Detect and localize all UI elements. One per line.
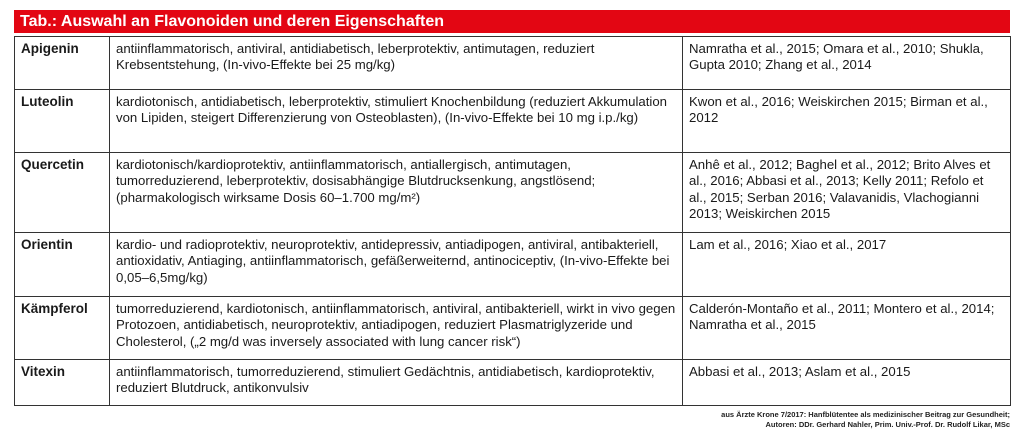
flavonoid-references: Calderón-Montaño et al., 2011; Montero et al., 2014; Namratha et al., 2015 bbox=[683, 297, 1011, 360]
table-row bbox=[15, 37, 1011, 90]
flavonoid-table bbox=[14, 36, 1011, 406]
flavonoid-properties: antiinflammatorisch, antiviral, antidiabetisch, leberprotektiv, antimutagen, reduziert Krebsentstehung, (In-vivo-Effekte bei 25 mg/kg) bbox=[110, 37, 683, 90]
table-title: Tab.: Auswahl an Flavonoiden und deren Eigenschaften bbox=[14, 10, 1010, 33]
table-row bbox=[15, 297, 1011, 360]
table-row bbox=[15, 90, 1011, 153]
flavonoid-properties: tumorreduzierend, kardiotonisch, antiinflammatorisch, antiviral, antibakteriell, wirkt in vivo gegen Protozoen, antidiabetisch, neuroprotektiv, antiadipogen, reduziert Plasmatriglyzeride und Cholesterol, („2 mg/d was inversely associated with lung cancer risk“) bbox=[110, 297, 683, 360]
flavonoid-properties: kardio- und radioprotektiv, neuroprotektiv, antidepressiv, antiadipogen, antiviral, antibakteriell, antioxidativ, Antiaging, antiinflammatorisch, gefäßerweiternd, antinociceptiv, (In-vivo-Effekte bei 0,05–6,5mg/kg) bbox=[110, 233, 683, 297]
flavonoid-references: Lam et al., 2016; Xiao et al., 2017 bbox=[683, 233, 1011, 297]
source-line-publication: aus Ärzte Krone 7/2017: Hanfblütentee als medizinischer Beitrag zur Gesundheit; bbox=[721, 410, 1010, 419]
flavonoid-references: Anhê et al., 2012; Baghel et al., 2012; Brito Alves et al., 2016; Abbasi et al., 2013; Kelly 2011; Refolo et al., 2015; Serban 2016; Valavanidis, Vlachogianni 2013; Weiskirchen 2015 bbox=[683, 153, 1011, 233]
flavonoid-name: Vitexin bbox=[15, 360, 110, 406]
flavonoid-name: Orientin bbox=[15, 233, 110, 297]
flavonoid-name: Luteolin bbox=[15, 90, 110, 153]
source-credit bbox=[610, 410, 1010, 430]
flavonoid-properties: kardiotonisch, antidiabetisch, leberprotektiv, stimuliert Knochenbildung (reduziert Akkumulation von Lipiden, steigert Differenzierung von Osteoblasten), (In-vivo-Effekte bei 10 mg i.p./kg) bbox=[110, 90, 683, 153]
flavonoid-references: Kwon et al., 2016; Weiskirchen 2015; Birman et al., 2012 bbox=[683, 90, 1011, 153]
table-row bbox=[15, 153, 1011, 233]
flavonoid-name: Quercetin bbox=[15, 153, 110, 233]
table-row bbox=[15, 360, 1011, 406]
flavonoid-references: Abbasi et al., 2013; Aslam et al., 2015 bbox=[683, 360, 1011, 406]
flavonoid-references: Namratha et al., 2015; Omara et al., 2010; Shukla, Gupta 2010; Zhang et al., 2014 bbox=[683, 37, 1011, 90]
flavonoid-name: Kämpferol bbox=[15, 297, 110, 360]
source-line-authors: Autoren: DDr. Gerhard Nahler, Prim. Univ.-Prof. Dr. Rudolf Likar, MSc bbox=[765, 420, 1010, 429]
flavonoid-properties: kardiotonisch/kardioprotektiv, antiinflammatorisch, antiallergisch, antimutagen, tumorreduzierend, leberprotektiv, dosisabhängige Blutdrucksenkung, angstlösend; (pharmakologisch wirksame Dosis 60–1.700 mg/m²) bbox=[110, 153, 683, 233]
flavonoid-name: Apigenin bbox=[15, 37, 110, 90]
table-row bbox=[15, 233, 1011, 297]
flavonoid-properties: antiinflammatorisch, tumorreduzierend, stimuliert Gedächtnis, antidiabetisch, kardioprotektiv, reduziert Blutdruck, antikonvulsiv bbox=[110, 360, 683, 406]
